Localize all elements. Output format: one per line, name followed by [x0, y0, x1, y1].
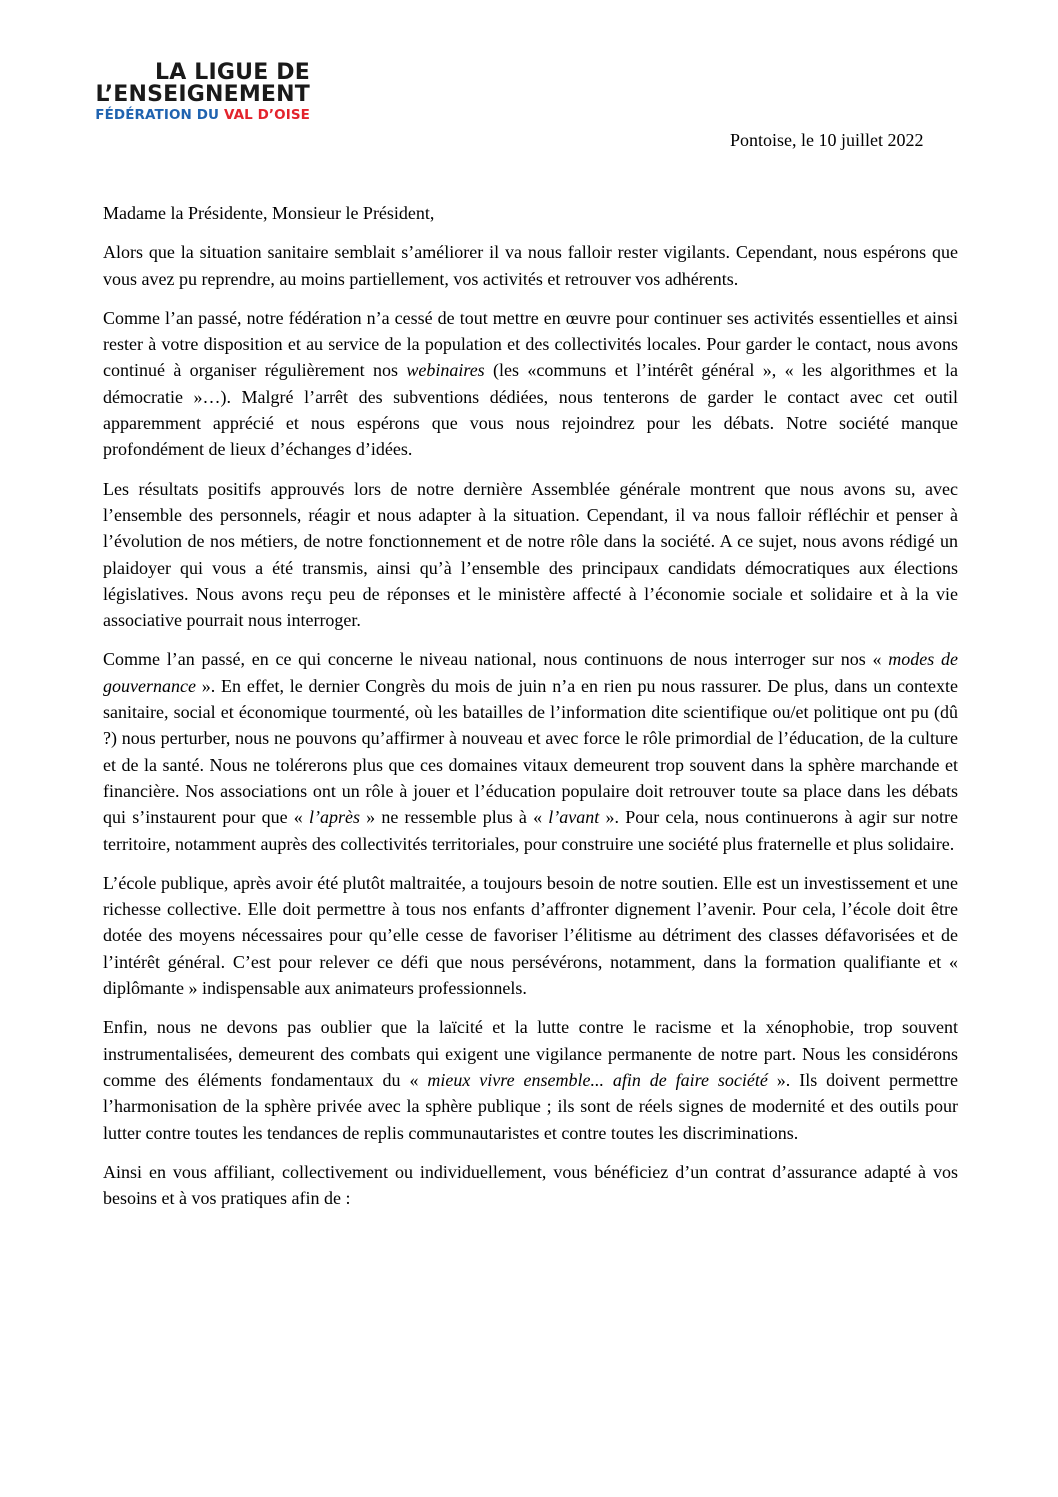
salutation: Madame la Présidente, Monsieur le Président, — [103, 203, 435, 223]
paragraph-4-emphasis-2: l’après — [308, 807, 360, 828]
logo-region-text: VAL D’OISE — [223, 107, 310, 123]
paragraph-3: Les résultats positifs approuvés lors de notre dernière Assemblée générale montrent que nous avons su, avec l’ensemble des personnels, réagir et nous adapter à la situation. Cependant, il va nous falloir réfléchir et penser à l’évolution de nos métiers, de notre fonctionnement et de notre rôle dans la société. A ce sujet, nous avons rédigé un plaidoyer qui vous a été transmis, ainsi qu’à l’ensemble des principaux candidats démocratiques aux élections législatives. Nous avons reçu peu de réponses et le ministère affecté à l’économie sociale et solidaire et à la vie associative pourrait nous interroger. — [103, 478, 958, 631]
letter-date: Pontoise, le 10 juillet 2022 — [730, 130, 924, 150]
paragraph-2 — [103, 305, 958, 463]
paragraph-6-text-a: Enfin, nous ne devons pas oublier que la laïcité et la lutte contre le racisme et la xénophobie, trop souvent instrumentalisées, demeurent des combats qui exigent une vigilance permanente de notre part. Nous les considérons comme des éléments fondamentaux du « — [103, 1017, 958, 1090]
paragraph-4-text-b: ». En effet, le dernier Congrès du mois de juin n’a en rien pu nous rassurer. De plus, dans un contexte sanitaire, social et économique tourmenté, où les batailles de l’information dite scientifique ou/et politique ont pu (dû ?) nous perturber, nous ne pouvons qu’affirmer à nouveau et avec force le rôle primordial de l’éducation, de la culture et de la santé. Nous ne tolérerons plus que ces domaines vitaux demeurent trop souvent dans la sphère marchande et financière. Nos associations ont un rôle à jouer et l’éducation populaire doit retrouver toute sa place dans les débats qui s’instaurent pour que « — [103, 675, 958, 828]
paragraph-2-emphasis: webinaires — [406, 360, 485, 381]
paragraph-4-text-a: Comme l’an passé, en ce qui concerne le niveau national, nous continuons de nous interroger sur nos « — [103, 649, 889, 670]
paragraph-4-emphasis-3: l’avant — [548, 807, 600, 828]
logo-line-3 — [80, 109, 310, 123]
paragraph-4 — [103, 646, 958, 856]
logo-line-2: L’ENSEIGNEMENT — [95, 82, 310, 107]
logo-line-1: LA LIGUE DE — [154, 60, 310, 85]
logo-federation-text: FÉDÉRATION DU — [95, 107, 224, 123]
letter-body — [103, 200, 958, 1224]
organization-logo — [80, 62, 310, 123]
paragraph-6 — [103, 1014, 958, 1145]
paragraph-1: Alors que la situation sanitaire semblait s’améliorer il va nous falloir rester vigilants. Cependant, nous espérons que vous avez pu reprendre, au moins partiellement, vos activités et retrouver vos adhérents. — [103, 242, 958, 289]
paragraph-2-text-a: Comme l’an passé, notre fédération n’a cessé de tout mettre en œuvre pour continuer ses activités essentielles et ainsi rester à votre disposition et au service de la population et des collectivités locales. Pour garder le contact, nous avons continué à organiser régulièrement nos — [103, 307, 958, 381]
paragraph-6-text-b: ». Ils doivent permettre l’harmonisation de la sphère privée avec la sphère publique ; ils sont de réels signes de modernité et des outils pour lutter contre toutes les tendances de replis communautaristes et contre toutes les discriminations. — [103, 1069, 958, 1143]
paragraph-5: L’école publique, après avoir été plutôt maltraitée, a toujours besoin de notre soutien. Elle est un investissement et une richesse collective. Elle doit permettre à tous nos enfants d’affronter dignement l’avenir. Pour cela, l’école doit être dotée des moyens nécessaires pour qu’elle cesse de favoriser l’élitisme au détriment des classes défavorisées et de l’intérêt général. C’est pour relever ce défi que nous persévérons, notamment, dans la formation qualifiante et « diplômante » indispensable aux animateurs professionnels. — [103, 872, 958, 999]
paragraph-4-text-c: » ne ressemble plus à « — [359, 807, 549, 828]
paragraph-2-text-b: (les «communs et l’intérêt général », « les algorithmes et la démocratie »…). Malgré l’arrêt des subventions dédiées, nous tenterons de garder le contact avec cet outil apparemment apprécié et nous espérons que vous nous rejoindrez pour les débats. Notre société manque profondément de lieux d’échanges d’idées. — [103, 360, 958, 460]
paragraph-6-emphasis: mieux vivre ensemble... afin de faire société — [427, 1069, 768, 1090]
paragraph-7: Ainsi en vous affiliant, collectivement ou individuellement, vous bénéficiez d’un contrat d’assurance adapté à vos besoins et à vos pratiques afin de : — [103, 1161, 958, 1209]
paragraph-4-emphasis-1: modes de gouvernance — [103, 649, 958, 696]
paragraph-4-text-d: ». Pour cela, nous continuerons à agir sur notre territoire, notamment auprès des collectivités territoriales, pour construire une société plus fraternelle et plus solidaire. — [103, 807, 958, 854]
